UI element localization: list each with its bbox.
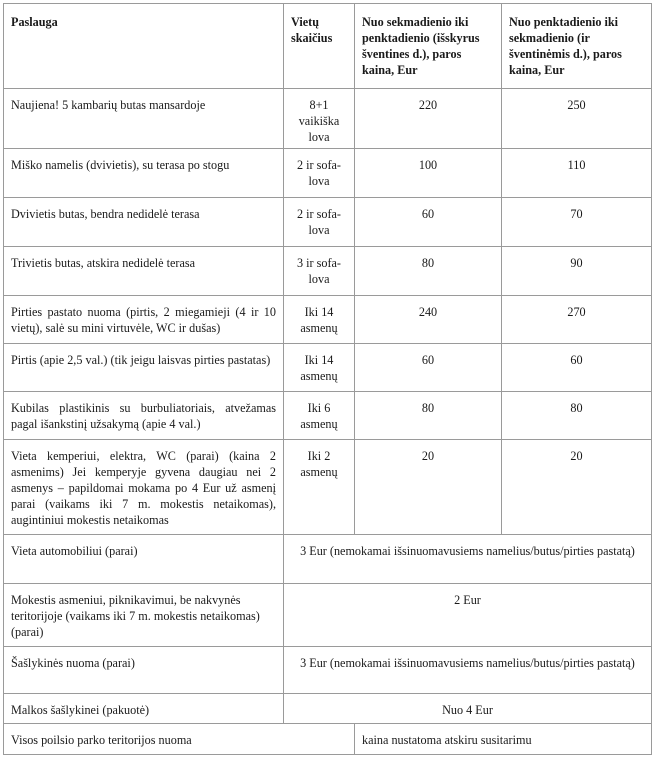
table-row [4,724,652,755]
weekend-price-cell: 20 [502,440,652,535]
header-weekend-price: Nuo penktadienio iki sekmadienio (ir šventinėmis d.), paros kaina, Eur [502,4,652,89]
weekday-price-cell: 240 [355,296,502,344]
table-row [4,440,652,535]
places-cell: 2 ir sofa-lova [284,149,355,198]
table-row [4,694,652,724]
weekend-price-cell: 250 [502,89,652,149]
places-cell: Iki 14 asmenų [284,296,355,344]
price-table [3,3,652,755]
service-cell: Malkos šašlykinei (pakuotė) [4,694,284,724]
weekday-price-cell: 80 [355,392,502,440]
weekend-price-cell: 60 [502,344,652,392]
service-cell: Mokestis asmeniui, piknikavimui, be nakvynės teritorijoje (vaikams iki 7 m. mokestis netaikomas) (parai) [4,584,284,647]
service-cell: Kubilas plastikinis su burbuliatoriais, atvežamas pagal išankstinį užsakymą (apie 4 val.) [4,392,284,440]
weekday-price-cell: 220 [355,89,502,149]
merged-price-cell: 2 Eur [284,584,652,647]
weekday-price-cell: 80 [355,247,502,296]
table-row [4,89,652,149]
merged-price-cell: 3 Eur (nemokamai išsinuomavusiems namelius/butus/pirties pastatą) [284,535,652,584]
places-cell: Iki 2 asmenų [284,440,355,535]
table-row [4,392,652,440]
merged-price-cell: 3 Eur (nemokamai išsinuomavusiems namelius/butus/pirties pastatą) [284,647,652,694]
table-header-row [4,4,652,89]
header-places: Vietų skaičius [284,4,355,89]
service-cell: Visos poilsio parko teritorijos nuoma [4,724,355,755]
weekday-price-cell: 100 [355,149,502,198]
weekday-price-cell: 60 [355,344,502,392]
header-service: Paslauga [4,4,284,89]
arrangement-price-cell: kaina nustatoma atskiru susitarimu [355,724,652,755]
weekend-price-cell: 70 [502,198,652,247]
table-row [4,198,652,247]
places-cell: Iki 6 asmenų [284,392,355,440]
table-row [4,647,652,694]
weekend-price-cell: 110 [502,149,652,198]
service-cell: Dvivietis butas, bendra nedidelė terasa [4,198,284,247]
table-row [4,584,652,647]
service-cell: Vieta kemperiui, elektra, WC (parai) (kaina 2 asmenims) Jei kemperyje gyvena daugiau nei 2 asmenys – papildomai mokama po 4 Eur už asmenį parai (vaikams iki 7 m. mokestis netaikomas), augintiniui mokestis netaikomas [4,440,284,535]
service-cell: Naujiena! 5 kambarių butas mansardoje [4,89,284,149]
table-row [4,149,652,198]
weekday-price-cell: 60 [355,198,502,247]
places-cell: 8+1 vaikiška lova [284,89,355,149]
weekend-price-cell: 80 [502,392,652,440]
table-row [4,296,652,344]
places-cell: 2 ir sofa-lova [284,198,355,247]
weekday-price-cell: 20 [355,440,502,535]
merged-price-cell: Nuo 4 Eur [284,694,652,724]
service-cell: Šašlykinės nuoma (parai) [4,647,284,694]
table-row [4,344,652,392]
header-weekday-price: Nuo sekmadienio iki penktadienio (išskyrus šventines d.), paros kaina, Eur [355,4,502,89]
service-cell: Pirtis (apie 2,5 val.) (tik jeigu laisvas pirties pastatas) [4,344,284,392]
places-cell: Iki 14 asmenų [284,344,355,392]
service-cell: Miško namelis (dvivietis), su terasa po stogu [4,149,284,198]
places-cell: 3 ir sofa-lova [284,247,355,296]
weekend-price-cell: 270 [502,296,652,344]
service-cell: Trivietis butas, atskira nedidelė terasa [4,247,284,296]
table-row [4,247,652,296]
table-row [4,535,652,584]
weekend-price-cell: 90 [502,247,652,296]
service-cell: Pirties pastato nuoma (pirtis, 2 miegamieji (4 ir 10 vietų), salė su mini virtuvėle, WC ir dušas) [4,296,284,344]
service-cell: Vieta automobiliui (parai) [4,535,284,584]
